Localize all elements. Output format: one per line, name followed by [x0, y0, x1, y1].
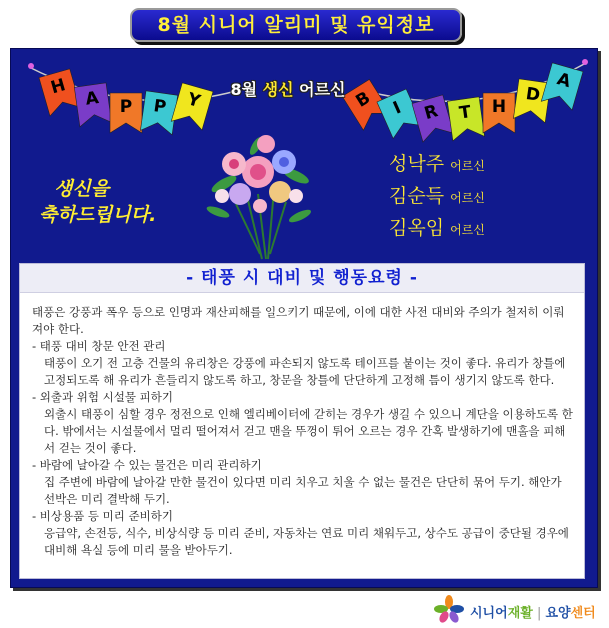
typhoon-info-panel: [19, 263, 585, 579]
pennant-a-1: [74, 83, 111, 127]
section-heading: - 바람에 날아갈 수 있는 물건은 미리 관리하기: [32, 458, 262, 472]
info-body: [32, 304, 574, 559]
section-text: 외출시 태풍이 심할 경우 정전으로 인해 엘리베이터에 갇히는 경우가 생길 수 있으니 계단을 이용하도록 한다. 밖에서는 시설물에서 멀리 떨어져서 걷고 맨을 뚜껑이 튀어 오르는 경우 간혹 발생하기에 맨홀을 피해서 걷는 것이 좋다.: [44, 407, 573, 455]
section-text: 집 주변에 바람에 날아갈 만한 물건이 있다면 미리 치우고 치울 수 없는 물건은 단단히 묶어 두기. 해안가 선박은 미리 결박해 두기.: [44, 475, 562, 506]
pennant-letter: B: [352, 87, 375, 112]
garland-pin-left: [28, 63, 34, 69]
section-text: 태풍이 오기 전 고층 건물의 유리창은 강풍에 파손되지 않도록 테이프를 붙이는 것이 좋다. 유리가 창틀에 고정되도록 해 유리가 흔들리지 않도록 하고, 창문을 창틀에 단단하게 고정해 틈이 생기지 않도록 한다.: [44, 356, 566, 387]
pennant-letter: A: [554, 69, 573, 93]
pennant-t-8: [447, 97, 484, 141]
pennant-d-10: [513, 79, 550, 123]
pennant-letter: D: [524, 84, 542, 106]
pennant-letter: H: [491, 97, 507, 117]
birthday-greeting: [39, 176, 209, 228]
section-heading: - 비상용품 등 미리 준비하기: [32, 509, 173, 523]
section-text: 응급약, 손전등, 식수, 비상식량 등 미리 준비, 자동차는 연료 미리 채워두고, 상수도 공급이 중단될 경우에 대비해 욕실 등에 미리 물을 받아두기.: [44, 526, 569, 557]
pennant-p-2: [110, 93, 142, 133]
center-logo: [432, 594, 602, 624]
garland-pin-right: [582, 59, 588, 65]
pennant-letter: I: [390, 97, 405, 119]
section-heading: - 외출과 위험 시설물 피하기: [32, 390, 173, 404]
celebrant-row: 김옥임 어르신: [389, 217, 485, 239]
greeting-line-1: 생신을: [54, 178, 110, 200]
flower-bouquet-image: [196, 124, 321, 264]
section-heading: - 태풍 대비 창문 안전 관리: [32, 339, 166, 353]
pennant-h-9: [483, 93, 515, 133]
pennant-letter: P: [119, 97, 133, 117]
celebrant-row: 김순득 어르신: [389, 185, 485, 207]
birthday-caption: 8월 생신 어르신: [230, 80, 346, 99]
page-title: 8월 시니어 알리미 및 유익정보: [130, 8, 462, 42]
celebrant-row: 성낙주 어르신: [389, 153, 485, 175]
info-intro: 태풍은 강풍과 폭우 등으로 인명과 재산피해를 일으키기 때문에, 이에 대한 사전 대비와 주의가 철저히 이뤄져야 한다.: [32, 305, 565, 336]
greeting-line-2: 축하드립니다.: [39, 204, 157, 226]
pennant-letter: H: [48, 75, 68, 99]
pennant-letter: A: [84, 88, 101, 110]
pennant-letter: T: [457, 102, 473, 124]
logo-text: 시니어재활 | 요양센터: [470, 606, 596, 621]
newsletter-board: [10, 48, 598, 588]
pennant-letter: P: [152, 96, 168, 118]
celebrant-list: [389, 149, 579, 245]
pennant-p-3: [140, 91, 177, 135]
pennant-y-4: [171, 83, 213, 130]
pennant-h-0: [39, 69, 81, 116]
pinwheel-logo-icon: [432, 594, 466, 624]
info-title: - 태풍 시 대비 및 행동요령 -: [20, 264, 584, 293]
pennant-letter: R: [422, 101, 441, 125]
pennant-letter: Y: [185, 89, 203, 112]
